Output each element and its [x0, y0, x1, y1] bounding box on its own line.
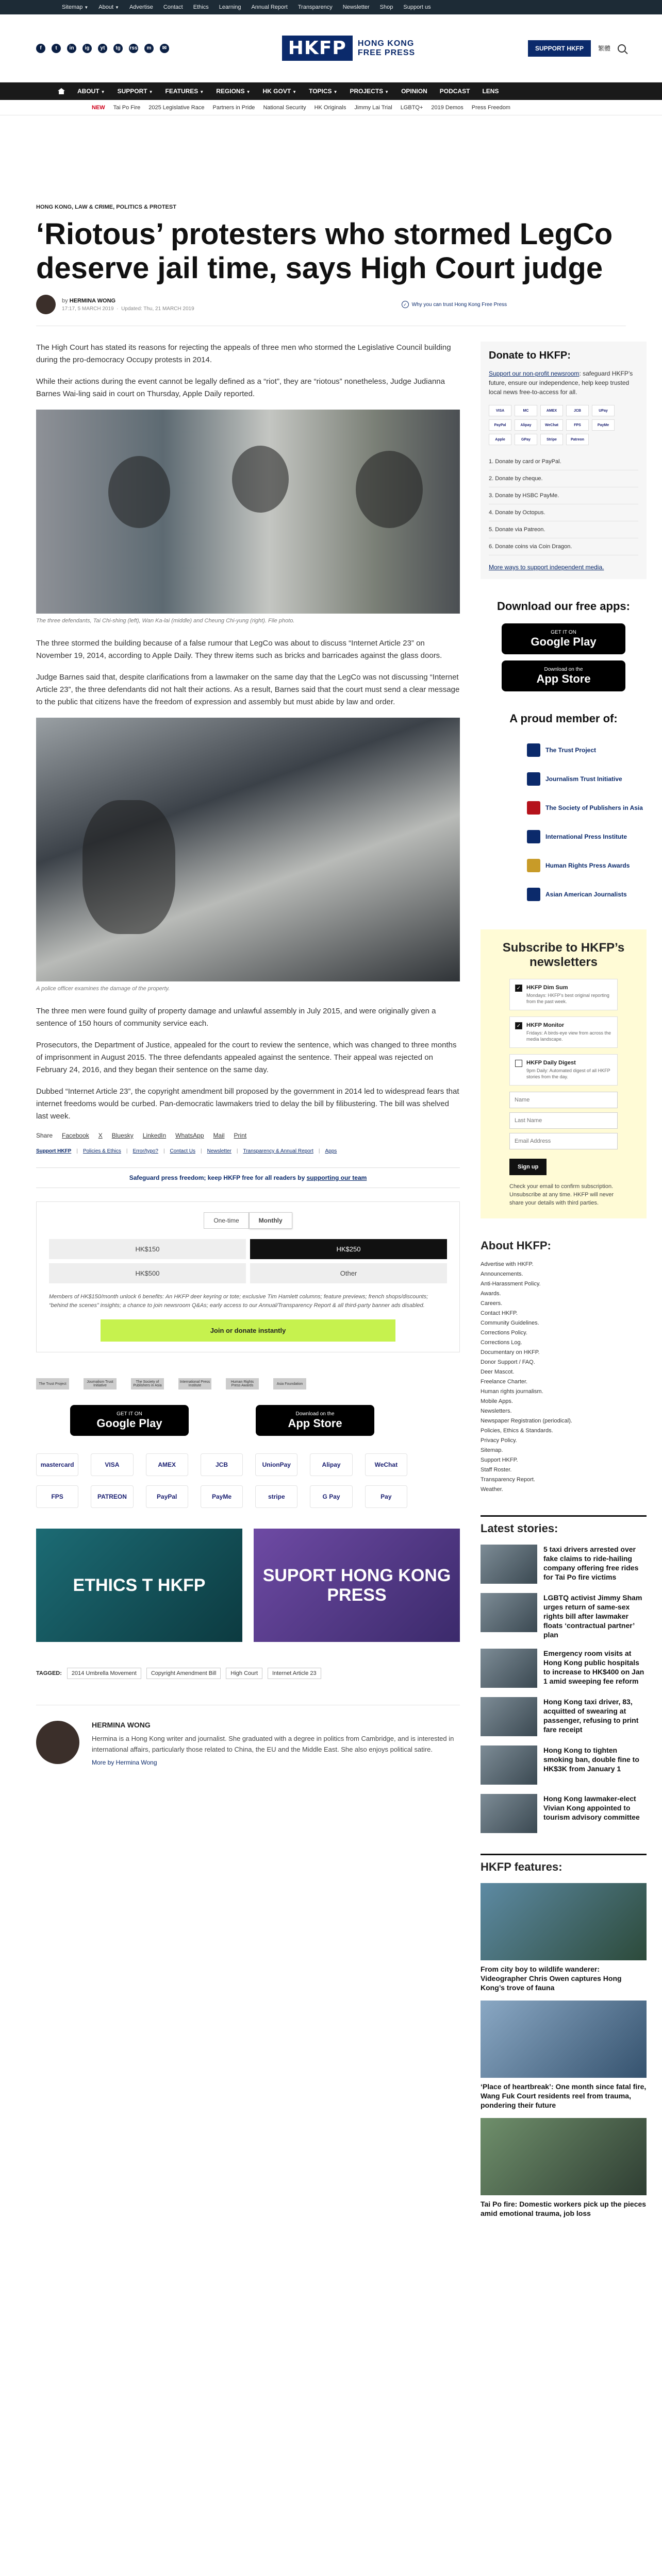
trending-item[interactable]: Tai Po Fire	[113, 104, 141, 111]
nav-item-support[interactable]: SUPPORT ▼	[117, 88, 153, 95]
feature-story[interactable]: From city boy to wildlife wanderer: Videographer Chris Owen captures Hong Kong’s trove of fauna	[481, 1883, 647, 1992]
supporting-team-link[interactable]: supporting our team	[306, 1174, 367, 1181]
photo-figure	[108, 456, 170, 528]
latest-story[interactable]: Hong Kong to tighten smoking ban, double fine to HK$3K from January 1	[481, 1745, 647, 1785]
chevron-down-icon: ▼	[200, 90, 204, 94]
features-title: HKFP features:	[481, 1854, 647, 1874]
org-logo-icon	[527, 772, 540, 786]
payment-icon: AMEX	[146, 1453, 188, 1476]
payment-icon: mastercard	[36, 1453, 78, 1476]
payment-icon: VISA	[489, 405, 511, 416]
amount-option[interactable]: HK$250	[250, 1239, 447, 1259]
article-paragraph: The three men were found guilty of property damage and unlawful assembly in July 2015, and were originally given a sentence of 150 hours of community service each.	[36, 1007, 436, 1028]
donate-option[interactable]: 6. Donate coins via Coin Dragon.	[489, 538, 638, 555]
member-logo[interactable]: The Trust Project	[36, 1378, 69, 1389]
nav-item-podcast[interactable]: PODCAST	[439, 88, 470, 95]
x-icon[interactable]: t	[52, 44, 61, 53]
article-body	[36, 342, 460, 2226]
payment-icon: Alipay	[515, 419, 537, 431]
payment-icon: Apple	[489, 434, 511, 445]
article-photo-police	[36, 718, 460, 981]
about-item[interactable]: Donor Support / FAQ.	[481, 1359, 535, 1365]
site-header	[0, 14, 662, 82]
chevron-down-icon: ▼	[292, 90, 297, 94]
utility-item-learning[interactable]: Learning	[219, 4, 241, 10]
rss-icon[interactable]: rss	[129, 44, 138, 53]
article-paragraph: Prosecutors, the Department of Justice, appealed for the court to review the sentence, which was changed to three months of imprisonment in August 2015. The three defendants appealed against the sentence. Their appeal was rejected on February 24, 2016, and they began their sentence on the same day.	[36, 1041, 457, 1074]
link-error[interactable]: Error/typo?	[133, 1148, 158, 1154]
payment-icon: PayMe	[592, 419, 615, 431]
chevron-down-icon: ▼	[84, 5, 89, 10]
email-icon[interactable]: ✉	[160, 44, 169, 53]
utility-item-contact[interactable]: Contact	[163, 4, 183, 10]
about-item[interactable]: Sitemap.	[481, 1447, 503, 1453]
trending-item[interactable]: National Security	[263, 104, 306, 111]
donate-options-list	[489, 453, 638, 555]
social-links	[36, 44, 169, 53]
about-item[interactable]: Corrections Log.	[481, 1340, 522, 1346]
instagram-icon[interactable]: ig	[82, 44, 92, 53]
article-photo-defendants	[36, 410, 460, 614]
tag-item[interactable]: 2014 Umbrella Movement	[67, 1668, 141, 1679]
non-profit-link[interactable]: Support our non-profit newsroom	[489, 370, 580, 377]
checkbox-unchecked-icon[interactable]	[515, 1060, 522, 1067]
linkedin-icon[interactable]: in	[67, 44, 76, 53]
utility-item-advertise[interactable]: Advertise	[129, 4, 153, 10]
latest-story[interactable]: LGBTQ activist Jimmy Sham urges return of same-sex rights bill after lawmaker floats ‘contractual partner’ plan	[481, 1593, 647, 1639]
trending-item[interactable]: Jimmy Lai Trial	[354, 104, 392, 111]
payment-icon: UPay	[592, 405, 615, 416]
newsletter-option-monitor[interactable]: ✓ HKFP Monitor Fridays: A birds-eye view from across the media landscape.	[509, 1016, 618, 1048]
site-logo[interactable]	[282, 36, 415, 61]
tag-item[interactable]: Internet Article 23	[268, 1668, 321, 1679]
payment-icon: MC	[515, 405, 537, 416]
why-trust-link[interactable]: ✓ Why you can trust Hong Kong Free Press	[402, 301, 507, 308]
member-org[interactable]: Asian American Journalists	[527, 880, 647, 909]
trending-item[interactable]: Press Freedom	[471, 104, 510, 111]
story-thumbnail	[481, 1745, 537, 1785]
about-item[interactable]: Newsletters.	[481, 1408, 512, 1414]
trending-bar	[0, 100, 662, 115]
story-thumbnail	[481, 1649, 537, 1688]
donate-widget	[36, 1201, 460, 1352]
nav-item-about[interactable]: ABOUT ▼	[77, 88, 105, 95]
sidebar-payment-icons	[489, 405, 638, 445]
chevron-down-icon: ▼	[385, 90, 389, 94]
org-logo-icon	[527, 743, 540, 757]
about-item[interactable]: Contact HKFP.	[481, 1310, 518, 1316]
payment-icon: VISA	[91, 1453, 133, 1476]
share-print[interactable]: Print	[234, 1132, 247, 1139]
utility-item-newsletter[interactable]: Newsletter	[342, 4, 370, 10]
share-row	[36, 1132, 460, 1139]
sidebar	[481, 342, 647, 2226]
member-org[interactable]: Human Rights Press Awards	[527, 851, 647, 880]
link-contact[interactable]: Contact Us	[170, 1148, 196, 1154]
member-logo[interactable]: Asia Foundation	[273, 1378, 306, 1389]
about-item[interactable]: Staff Roster.	[481, 1467, 512, 1473]
nav-item-features[interactable]: FEATURES ▼	[165, 88, 204, 95]
link-transparency[interactable]: Transparency & Annual Report	[243, 1148, 313, 1154]
payment-icon: FPS	[566, 419, 589, 431]
about-item[interactable]: Policies, Ethics & Standards.	[481, 1428, 553, 1434]
about-item[interactable]: Human rights journalism.	[481, 1388, 543, 1395]
proud-member-title: A proud member of:	[509, 712, 618, 725]
about-item[interactable]: Newspaper Registration (periodical).	[481, 1418, 572, 1424]
more-ways-link[interactable]: More ways to support independent media.	[489, 564, 604, 571]
article-paragraph: The High Court has stated its reasons for rejecting the appeals of three men who stormed the Legislative Council building during the pro-democracy Occupy protests in 2014.	[36, 343, 451, 364]
member-logo[interactable]: Human Rights Press Awards	[226, 1378, 259, 1389]
language-switch[interactable]: 繁體	[598, 45, 610, 52]
sign-up-button[interactable]: Sign up	[509, 1159, 547, 1175]
toggle-one-time[interactable]: One-time	[204, 1212, 249, 1229]
author-avatar[interactable]	[36, 295, 56, 314]
app-store-button[interactable]: Download on the App Store	[256, 1405, 374, 1436]
main-nav	[0, 82, 662, 100]
article-paragraph: The three stormed the building because of a false rumour that LegCo was about to discuss “Internet Article 23” on November 19, 2014, according to Apple Daily. They threw items such as bricks and barricades against the glass doors.	[36, 639, 442, 660]
byline	[36, 295, 626, 314]
tag-item[interactable]: Copyright Amendment Bill	[146, 1668, 221, 1679]
latest-story[interactable]: Hong Kong taxi driver, 83, acquitted of swearing at passenger, refusing to print fare receipt	[481, 1697, 647, 1736]
google-play-button[interactable]: GET IT ON Google Play	[70, 1405, 189, 1436]
article-dates: 17:17, 5 MARCH 2019 · Updated: Thu, 21 MARCH 2019	[62, 306, 194, 312]
payment-icon: WeChat	[365, 1453, 407, 1476]
trending-label: NEW	[92, 104, 105, 111]
logo-mark: HKFP	[282, 36, 353, 61]
about-title: About HKFP:	[481, 1239, 551, 1252]
trending-item[interactable]: 2019 Demos	[431, 104, 464, 111]
trending-item[interactable]: HK Originals	[314, 104, 346, 111]
newsletter-signup	[481, 929, 647, 1218]
sidebar-app-store-button[interactable]: Download on the App Store	[502, 660, 625, 691]
utility-item-sitemap[interactable]: Sitemap ▼	[62, 4, 89, 10]
latest-story[interactable]: Hong Kong lawmaker-elect Vivian Kong appointed to tourism advisory committee	[481, 1794, 647, 1833]
header-actions	[528, 40, 626, 57]
payment-icon: Patreon	[566, 434, 589, 445]
utility-item-annual-report[interactable]: Annual Report	[251, 4, 288, 10]
author-avatar[interactable]	[36, 1721, 79, 1764]
member-org[interactable]: Journalism Trust Initiative	[527, 765, 647, 793]
member-logo[interactable]: Journalism Trust Initiative	[84, 1378, 117, 1389]
toggle-monthly[interactable]: Monthly	[249, 1212, 292, 1229]
payment-icon: PayPal	[489, 419, 511, 431]
newsletter-note: Check your email to confirm subscription. Unsubscribe at any time. HKFP will never share your details with third parties.	[509, 1183, 614, 1206]
about-item[interactable]: Freelance Charter.	[481, 1379, 528, 1385]
story-thumbnail	[481, 1593, 537, 1632]
donate-option[interactable]: 4. Donate by Octopus.	[489, 504, 638, 521]
utility-item-transparency[interactable]: Transparency	[297, 4, 333, 10]
photo-caption: The three defendants, Tai Chi-shing (left), Wan Ka-lai (middle) and Cheung Chi-yung (right). File photo.	[36, 618, 295, 624]
payment-icon: PATREON	[91, 1485, 133, 1508]
payment-icon: stripe	[255, 1485, 297, 1508]
sidebar-google-play-button[interactable]: GET IT ON Google Play	[502, 623, 625, 654]
newsletter-option-daily-digest[interactable]: HKFP Daily Digest 9pm Daily: Automated digest of all HKFP stories from the day.	[509, 1054, 618, 1086]
feature-image	[481, 2001, 647, 2078]
member-org[interactable]: International Press Institute	[527, 822, 647, 851]
nav-item-lens[interactable]: LENS	[482, 88, 499, 95]
feature-image	[481, 1883, 647, 1960]
about-item[interactable]: Announcements.	[481, 1271, 523, 1277]
org-logo-icon	[527, 801, 540, 815]
about-item[interactable]: Community Guidelines.	[481, 1320, 539, 1326]
utility-item-shop[interactable]: Shop	[379, 4, 393, 10]
payment-icon: WeChat	[540, 419, 563, 431]
donate-intro: Support our non-profit newsroom: safeguard HKFP’s future, ensure our independence, help keep trusted local news free-to-access for all.	[489, 370, 633, 396]
chevron-down-icon: ▼	[148, 90, 153, 94]
donate-option[interactable]: 1. Donate by card or PayPal.	[489, 453, 638, 470]
ethics-banner[interactable]: ETHICS T HKFP	[36, 1529, 242, 1642]
name-field[interactable]	[509, 1092, 618, 1108]
feature-story[interactable]: Tai Po fire: Domestic workers pick up the pieces amid emotional trauma, job loss	[481, 2118, 647, 2218]
payment-icon: UnionPay	[255, 1453, 297, 1476]
article-paragraph: Judge Barnes said that, despite clarifications from a lawmaker on the same day that the LegCo was not discussing “Internet Article 23”, the three defendants did not halt their actions. As a result, Barnes said that the court must send a clear message to the public that citizens have the freedom of expression and assembly but must abide by law and order.	[36, 673, 460, 706]
about-item[interactable]: Awards.	[481, 1291, 501, 1297]
search-icon[interactable]	[618, 44, 626, 53]
nav-item-opinion[interactable]: OPINION	[401, 88, 427, 95]
payment-icon: G Pay	[310, 1485, 352, 1508]
content-area	[0, 342, 662, 2226]
payment-icon: PayMe	[201, 1485, 243, 1508]
about-item[interactable]: Careers.	[481, 1300, 503, 1307]
article-headline: ‘Riotous’ protesters who stormed LegCo deserve jail time, says High Court judge	[36, 217, 613, 285]
promo-banners	[36, 1529, 460, 1642]
org-logo-icon	[527, 888, 540, 901]
member-benefits-text: Members of HK$150/month unlock 6 benefits: An HKFP deer keyring or tote; exclusive Tim Hamlett columns; feature previews; french shops/discounts; “behind the scenes” insights; a chance to join newsroom Q&As; early access to our Annual/Transparency Report & all third-party banner ads disabled.	[49, 1294, 428, 1309]
support-press-banner[interactable]: SUPORT HONG KONG PRESS	[254, 1529, 460, 1642]
tags-label: TAGGED:	[36, 1670, 62, 1676]
tag-item[interactable]: High Court	[226, 1668, 262, 1679]
photo-figure	[232, 446, 289, 513]
payment-icon: GPay	[515, 434, 537, 445]
donate-option[interactable]: 5. Donate via Patreon.	[489, 521, 638, 538]
amount-option[interactable]: HK$150	[49, 1239, 246, 1259]
checkbox-checked-icon[interactable]: ✓	[515, 1022, 522, 1029]
about-list	[481, 1260, 647, 1495]
story-thumbnail	[481, 1794, 537, 1833]
about-item[interactable]: Support HKFP.	[481, 1457, 518, 1463]
about-item[interactable]: Privacy Policy.	[481, 1437, 517, 1444]
member-logo[interactable]: The Society of Publishers in Asia	[131, 1378, 164, 1389]
about-item[interactable]: Anti-Harassment Policy.	[481, 1281, 541, 1287]
home-icon[interactable]	[58, 88, 65, 94]
payment-icon: Alipay	[310, 1453, 352, 1476]
photo-figure	[82, 800, 175, 934]
article-tags	[36, 1668, 460, 1679]
member-logos	[36, 1378, 460, 1389]
feature-image	[481, 2118, 647, 2195]
payment-icon: FPS	[36, 1485, 78, 1508]
apps-title: Download our free apps:	[497, 600, 630, 613]
app-store-row	[36, 1405, 460, 1436]
support-hkfp-button[interactable]: SUPPORT HKFP	[528, 40, 591, 57]
trending-item[interactable]: LGBTQ+	[400, 104, 423, 111]
about-item[interactable]: Documentary on HKFP.	[481, 1349, 540, 1355]
utility-bar	[0, 0, 662, 14]
youtube-icon[interactable]: yt	[98, 44, 107, 53]
utility-item-support[interactable]: Support us	[403, 4, 431, 10]
utility-item-ethics[interactable]: Ethics	[193, 4, 209, 10]
chevron-down-icon: ▼	[101, 90, 105, 94]
payment-icon: JCB	[201, 1453, 243, 1476]
about-item[interactable]: Advertise with HKFP.	[481, 1261, 534, 1267]
author-link[interactable]: HERMINA WONG	[69, 297, 116, 304]
chevron-down-icon: ▼	[246, 90, 251, 94]
share-facebook[interactable]: Facebook	[62, 1132, 89, 1139]
share-whatsapp[interactable]: WhatsApp	[175, 1132, 204, 1139]
latest-stories-title: Latest stories:	[481, 1515, 647, 1535]
share-mail[interactable]: Mail	[213, 1132, 225, 1139]
latest-story[interactable]: 5 taxi drivers arrested over fake claims to ride-hailing company offering free rides for Tai Po fire victims	[481, 1545, 647, 1584]
article-categories[interactable]: HONG KONG, LAW & CRIME, POLITICS & PROTEST	[36, 204, 176, 210]
trust-icon: ✓	[402, 301, 409, 308]
feature-story[interactable]: ‘Place of heartbreak’: One month since fatal fire, Wang Fuk Court residents reel from trauma, pondering their future	[481, 2001, 647, 2110]
author-bio: Hermina is a Hong Kong writer and journalist. She graduated with a degree in politics from Cambridge, and is interested in international affairs, particularly those related to China, the EU and the Middle East. She also enjoys political satire.	[92, 1735, 454, 1753]
proud-member-list	[481, 736, 647, 909]
chevron-down-icon: ▼	[333, 90, 338, 94]
newsletter-title: Subscribe to HKFP’s newsletters	[502, 941, 625, 969]
share-bluesky[interactable]: Bluesky	[111, 1132, 134, 1139]
story-thumbnail	[481, 1697, 537, 1736]
latest-story[interactable]: Emergency room visits at Hong Kong public hospitals to increase to HK$400 on Jan 1 amid sweeping fee reform	[481, 1649, 647, 1688]
logo-text: HONG KONG FREE PRESS	[357, 39, 416, 57]
join-donate-button[interactable]: Join or donate instantly	[101, 1319, 395, 1342]
nav-item-topics[interactable]: TOPICS ▼	[309, 88, 338, 95]
about-item[interactable]: Corrections Policy.	[481, 1330, 527, 1336]
story-thumbnail	[481, 1545, 537, 1584]
last-name-field[interactable]	[509, 1112, 618, 1129]
org-logo-icon	[527, 859, 540, 872]
utility-item-about[interactable]: About ▼	[98, 4, 119, 10]
about-item[interactable]: Mobile Apps.	[481, 1398, 513, 1404]
nav-item-projects[interactable]: PROJECTS ▼	[350, 88, 389, 95]
link-apps[interactable]: Apps	[325, 1148, 337, 1154]
checkbox-checked-icon[interactable]: ✓	[515, 985, 522, 992]
payment-icon: Pay	[365, 1485, 407, 1508]
share-x[interactable]: X	[98, 1132, 103, 1139]
author-name[interactable]: HERMINA WONG	[92, 1721, 151, 1729]
newsletter-option-dim-sum[interactable]: ✓ HKFP Dim Sum Mondays: HKFP’s best original reporting from the past week.	[509, 979, 618, 1010]
about-item[interactable]: Transparency Report.	[481, 1477, 535, 1483]
link-newsletter[interactable]: Newsletter	[207, 1148, 231, 1154]
share-linkedin[interactable]: LinkedIn	[142, 1132, 167, 1139]
amount-option[interactable]: HK$500	[49, 1263, 246, 1283]
about-item[interactable]: Weather.	[481, 1486, 503, 1493]
member-org[interactable]: The Trust Project	[527, 736, 647, 765]
donation-amounts	[49, 1239, 447, 1283]
donate-option[interactable]: 3. Donate by HSBC PayMe.	[489, 487, 638, 504]
member-logo[interactable]: International Press Institute	[178, 1378, 211, 1389]
telegram-icon[interactable]: tg	[113, 44, 123, 53]
payment-icon: AMEX	[540, 405, 563, 416]
amount-option[interactable]: Other	[250, 1263, 447, 1283]
donate-option[interactable]: 2. Donate by cheque.	[489, 470, 638, 487]
org-logo-icon	[527, 830, 540, 843]
payment-icon: PayPal	[146, 1485, 188, 1508]
safeguard-banner: Safeguard press freedom; keep HKFP free for all readers by supporting our team	[36, 1167, 460, 1188]
nav-item-regions[interactable]: REGIONS ▼	[216, 88, 251, 95]
payment-methods	[36, 1453, 407, 1508]
author-bio-box	[36, 1705, 460, 1766]
share-label: Share	[36, 1132, 53, 1139]
facebook-icon[interactable]: f	[36, 44, 45, 53]
donate-title: Donate to HKFP:	[489, 350, 571, 361]
donate-sidebar	[481, 342, 647, 579]
trending-item[interactable]: Partners in Pride	[212, 104, 255, 111]
link-support[interactable]: Support HKFP	[36, 1148, 72, 1154]
trending-item[interactable]: 2025 Legislative Race	[148, 104, 205, 111]
mastodon-icon[interactable]: m	[144, 44, 154, 53]
email-field[interactable]	[509, 1133, 618, 1149]
article-header	[0, 204, 662, 314]
payment-icon: Stripe	[540, 434, 563, 445]
footer-links-row: Support HKFP | Policies & Ethics | Error/typo? | Contact Us | Newsletter | Transparency & Annual Report | Apps	[36, 1148, 337, 1154]
photo-caption: A police officer examines the damage of the property.	[36, 986, 170, 992]
more-by-author-link[interactable]: More by Hermina Wong	[92, 1759, 157, 1766]
link-policies[interactable]: Policies & Ethics	[82, 1148, 121, 1154]
byline-author: by HERMINA WONG	[62, 297, 116, 304]
article-paragraph: Dubbed “Internet Article 23”, the copyright amendment bill proposed by the government in 2014 led to widespread fears that internet freedoms would be curbed. Pan-democratic lawmakers tried to delay the bill by filibustering. The bill was shelved last week.	[36, 1087, 459, 1121]
donation-frequency-toggle	[49, 1212, 447, 1229]
article-paragraph: While their actions during the event cannot be legally defined as a “riot”, they are “riotous” nonetheless, Judge Judianna Barnes Wai-ling said in court on Thursday, Apple Daily reported.	[36, 377, 445, 398]
about-item[interactable]: Deer Mascot.	[481, 1369, 515, 1375]
member-org[interactable]: The Society of Publishers in Asia	[527, 793, 647, 822]
photo-figure	[356, 451, 423, 528]
payment-icon: JCB	[566, 405, 589, 416]
chevron-down-icon: ▼	[115, 5, 119, 10]
nav-item-hk-govt[interactable]: HK GOVT ▼	[262, 88, 297, 95]
